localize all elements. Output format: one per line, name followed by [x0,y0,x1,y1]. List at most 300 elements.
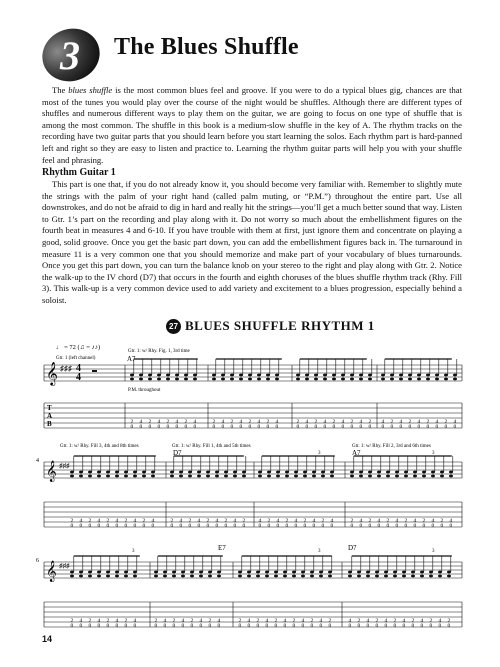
tab-number: 2 [224,518,228,524]
tab-number: 4 [294,518,298,524]
note-head [208,575,212,578]
tab-number: 4 [115,618,119,624]
note-head [366,571,370,574]
tab-number: 0 [79,623,83,629]
note-head [368,378,372,381]
note-head [242,471,246,474]
note-head [275,374,279,377]
note-head [224,471,228,474]
tab-number: 0 [411,623,415,629]
tab-number: 2 [390,419,394,425]
tab-number: 0 [224,523,228,529]
note-head [368,475,372,478]
tab-number: 0 [386,523,390,529]
tab-number: 4 [258,518,262,524]
note-head [390,378,394,381]
note-head [124,471,128,474]
tab-number: 2 [130,419,134,425]
tab-number: 0 [294,523,298,529]
tab-number: 2 [314,419,318,425]
note-head [435,378,439,381]
tab-number: 2 [292,618,296,624]
tab-number: 0 [148,424,152,430]
tab-number: 0 [368,424,372,430]
note-head [404,475,408,478]
tab-number: 0 [377,523,381,529]
note-head [190,571,194,574]
note-head [386,471,390,474]
note-head [197,471,201,474]
tab-number: 2 [184,419,188,425]
note-head [215,475,219,478]
time-signature-bottom: 4 [76,372,81,383]
tab-number: 0 [375,623,379,629]
tab-number: 0 [115,523,119,529]
note-head [384,575,388,578]
note-head [276,475,280,478]
tab-number: 0 [151,523,155,529]
note-head [413,475,417,478]
note-head [242,475,246,478]
note-head [79,571,83,574]
tab-number: 2 [170,518,174,524]
note-head [319,575,323,578]
tab-number: 0 [256,623,260,629]
chapter-number-badge [40,22,102,84]
tab-number: 0 [440,523,444,529]
note-head [359,378,363,381]
note-head [115,475,119,478]
chord-symbol-d7: D7 [348,544,357,552]
track-number-badge: 27 [166,319,181,334]
tab-number: 4 [377,518,381,524]
note-head [422,471,426,474]
tab-number: 4 [319,618,323,624]
example-title: BLUES SHUFFLE RHYTHM 1 [185,318,375,333]
tab-number: 2 [154,618,158,624]
note-head [190,575,194,578]
note-head [429,571,433,574]
note-head [230,374,234,377]
tab-letter-t: T [47,404,52,412]
tab-number: 0 [70,623,74,629]
note-head [130,374,134,377]
note-head [88,575,92,578]
note-head [79,475,83,478]
tab-number: 0 [163,623,167,629]
note-head [133,475,137,478]
note-head [265,575,269,578]
note-head [257,374,261,377]
tab-number: 4 [265,618,269,624]
note-head [368,374,372,377]
note-head [115,471,119,474]
note-head [285,471,289,474]
note-head [188,475,192,478]
triplet-marking: 3 [318,451,321,456]
tab-number: 0 [97,623,101,629]
tab-number: 0 [206,523,210,529]
tab-number: 0 [399,424,403,430]
tab-number: 4 [97,618,101,624]
tab-number: 0 [266,424,270,430]
palm-mute-label: P.M. throughout [128,388,161,393]
note-head [328,571,332,574]
tab-number: 4 [341,419,345,425]
note-head [106,475,110,478]
tab-number: 4 [348,618,352,624]
tab-number: 4 [402,618,406,624]
tab-number: 0 [453,424,457,430]
tab-number: 2 [70,518,74,524]
tab-number: 0 [172,623,176,629]
note-head [359,471,363,474]
note-head [395,475,399,478]
tab-number: 0 [247,623,251,629]
note-head [157,374,161,377]
note-head [440,471,444,474]
note-head [206,471,210,474]
note-head [184,374,188,377]
tab-number: 2 [350,419,354,425]
tab-number: 0 [106,623,110,629]
tab-number: 4 [215,518,219,524]
tab-number: 4 [276,518,280,524]
tab-number: 4 [305,419,309,425]
tab-number: 0 [328,623,332,629]
tab-number: 0 [157,424,161,430]
note-head [130,378,134,381]
triplet-marking: 3 [432,451,435,456]
tab-letter-b: B [47,420,52,428]
intro-paragraph: The blues shuffle is the most common blues feel and groove. If you were to do a typical blues gig, chances are that most of the tunes you would play over the course of the night would be shuffles. Although there are different types of shuffles and numerous different ways to play them on the guitar, we are going to focus on one type of shuffle that is among the most common. The shuffle in this book is a medium-slow shuffle in the key of A. The rhythm tracks on the recording have two guitar parts that you should learn before you start learning the solos. Each rhythm part is hard-panned left and right so they are easy to listen and practice to. Learning the rhythm guitar parts will help you with your shuffle feel and phrasing. [42,85,462,165]
tab-number: 4 [157,419,161,425]
tab-number: 2 [124,518,128,524]
note-head [314,374,318,377]
tab-number: 0 [408,424,412,430]
tab-number: 0 [190,623,194,629]
tab-number: 0 [420,623,424,629]
note-head [148,378,152,381]
tab-number: 2 [375,618,379,624]
key-signature-icon: ♯♯♯ [59,462,70,470]
note-head [413,471,417,474]
tab-number: 0 [197,523,201,529]
note-head [348,575,352,578]
note-head [257,378,261,381]
note-head [124,571,128,574]
note-head [402,575,406,578]
tab-number: 0 [170,523,174,529]
tab-number: 4 [239,419,243,425]
note-head [350,475,354,478]
tab-number: 0 [359,523,363,529]
tab-number: 2 [142,518,146,524]
tab-number: 0 [230,424,234,430]
note-head [184,378,188,381]
note-head [70,475,74,478]
tab-number: 4 [359,419,363,425]
note-head [124,575,128,578]
note-head [303,475,307,478]
note-head [197,475,201,478]
tab-number: 4 [366,618,370,624]
tab-number: 2 [188,518,192,524]
notation-system-3 [0,540,500,640]
tab-number: 0 [312,523,316,529]
note-head [420,575,424,578]
tab-number: 0 [422,523,426,529]
note-head [106,471,110,474]
tab-number: 0 [359,424,363,430]
note-head [88,475,92,478]
note-head [381,378,385,381]
note-head [208,571,212,574]
section-paragraph: This part is one that, if you do not already know it, you should become very familiar with. Remember to slightly mute the strings with the palm of your right hand (called palm muting, or “P.M.”) throughout the entire part. Use all downstrokes, and do not be afraid to dig in hard and really hit the strings—you’ll get a much better sound that way. Listen to Gtr. 1’s part on the recording and play along with it. Do not worry so much about the embellishment figures on the fourth beat in measures 4 and 6-10. If you have trouble with them at first, just ignore them and concentrate on playing a good, solid groove. Once you get the basic part down, you can add the embellishment figures back in. The turnaround in measure 11 is a very common one that you should memorize and make part of your vocabulary of blues turnarounds. Once you get this part down, you can turn the balance knob on your stereo to the right and play along with Gtr. 2. Notice the walk-up to the IV chord (D7) that occurs in the fourth and eighth choruses of the blues shuffle rhythm track (Rhy. Fill 3). This walk-up is a very common device used to add variety and excitement to a blues progression, especially behind a soloist. [42,179,462,305]
tab-number: 4 [381,419,385,425]
tab-number: 0 [238,623,242,629]
note-head [323,374,327,377]
triplet-marking: 3 [132,549,135,554]
note-head [248,374,252,377]
note-head [444,378,448,381]
note-head [330,471,334,474]
note-head [79,471,83,474]
note-head [395,471,399,474]
tab-number: 2 [208,618,212,624]
note-head [233,475,237,478]
tab-number: 2 [242,518,246,524]
tab-number: 4 [301,618,305,624]
tab-letter-a: A [47,412,53,420]
note-head [357,575,361,578]
note-head [275,378,279,381]
tab-number: 2 [411,618,415,624]
note-head [142,471,146,474]
note-head [97,571,101,574]
note-head [206,475,210,478]
note-head [310,575,314,578]
note-head [301,575,305,578]
note-head [411,575,415,578]
note-head [265,571,269,574]
note-head [422,475,426,478]
tab-number: 0 [217,623,221,629]
tab-number: 4 [359,518,363,524]
rhythm-figure-label: Gtr. 1: w/ Rhy. Fig. 1, 3rd time [128,349,190,354]
tab-number: 0 [332,424,336,430]
note-head [341,378,345,381]
tab-number: 2 [321,518,325,524]
tab-number: 4 [453,419,457,425]
tab-number: 4 [275,419,279,425]
note-head [350,374,354,377]
note-head [157,378,161,381]
tab-number: 0 [79,523,83,529]
note-head [151,475,155,478]
note-head [88,471,92,474]
note-head [238,575,242,578]
note-head [247,571,251,574]
note-head [166,374,170,377]
note-head [294,475,298,478]
note-head [312,475,316,478]
note-head [115,575,119,578]
tab-number: 2 [422,518,426,524]
note-head [438,575,442,578]
note-head [163,575,167,578]
tab-number: 2 [386,518,390,524]
note-head [139,374,143,377]
note-head [296,378,300,381]
tab-number: 4 [449,518,453,524]
tab-number: 4 [197,518,201,524]
note-head [420,571,424,574]
section-heading: Rhythm Guitar 1 [42,167,116,178]
note-head [221,374,225,377]
tab-number: 0 [133,523,137,529]
tab-number: 0 [426,424,430,430]
tab-number: 0 [154,623,158,629]
note-head [154,571,158,574]
tab-number: 0 [348,623,352,629]
note-head [384,571,388,574]
note-head [386,475,390,478]
tab-number: 0 [395,523,399,529]
tab-number: 4 [247,618,251,624]
note-head [321,475,325,478]
notes-measure-1 [130,359,457,430]
note-head [314,378,318,381]
note-head [426,378,430,381]
note-head [368,471,372,474]
chapter-title: The Blues Shuffle [114,34,299,60]
tab-number: 0 [431,523,435,529]
tab-number: 4 [139,419,143,425]
time-signature-top: 4 [76,363,81,374]
tab-number: 2 [256,618,260,624]
note-head [408,374,412,377]
note-head [175,374,179,377]
note-head [305,378,309,381]
note-head [170,475,174,478]
tab-number: 2 [190,618,194,624]
note-head [170,471,174,474]
tab-number: 0 [275,424,279,430]
tab-number: 4 [257,419,261,425]
tab-number: 0 [402,623,406,629]
note-head [148,374,152,377]
tempo-marking: ♩ = 72 (♫ = ♪♪) [56,344,101,351]
note-head [323,378,327,381]
note-head [274,575,278,578]
note-head [305,374,309,377]
tab-number: 0 [301,623,305,629]
note-head [181,575,185,578]
note-head [399,374,403,377]
treble-clef-icon: 𝄞 [46,561,57,581]
note-head [166,378,170,381]
rhythm-fill-3-label: Gtr. 1: w/ Rhy. Fill 3, 4th and 8th times [60,444,139,449]
note-head [175,378,179,381]
note-head [341,374,345,377]
tab-number: 2 [88,618,92,624]
tab-number: 0 [88,623,92,629]
chord-symbol-e7: E7 [218,544,226,552]
note-head [212,374,216,377]
tab-number: 4 [312,518,316,524]
tab-number: 2 [70,618,74,624]
note-head [239,374,243,377]
note-head [283,571,287,574]
note-head [375,571,379,574]
tab-number: 0 [350,424,354,430]
tab-number: 4 [163,618,167,624]
tab-number: 0 [303,523,307,529]
tab-number: 0 [233,523,237,529]
note-head [359,374,363,377]
notation-system-1 [0,335,500,435]
note-head [429,575,433,578]
tab-number: 2 [296,419,300,425]
note-head [411,571,415,574]
tab-number: 0 [139,424,143,430]
note-head [133,575,137,578]
note-head [212,378,216,381]
tab-number: 0 [208,623,212,629]
tab-number: 4 [181,618,185,624]
tab-number: 2 [206,518,210,524]
note-head [310,571,314,574]
tab-number: 2 [124,618,128,624]
tab-number: 0 [384,623,388,629]
notation-system-2 [0,440,500,540]
note-head [133,471,137,474]
measure-number-6: 6 [36,558,39,564]
tab-number: 4 [330,518,334,524]
example-banner [166,318,375,334]
tab-number: 0 [447,623,451,629]
chapter-number: 3 [60,33,80,78]
notes-system-3 [70,556,452,629]
note-head [377,475,381,478]
note-head [366,575,370,578]
tab-number: 4 [199,618,203,624]
note-head [258,475,262,478]
note-head [292,571,296,574]
note-head [230,378,234,381]
tab-number: 0 [184,424,188,430]
tab-number: 2 [429,618,433,624]
tab-number: 0 [404,523,408,529]
tab-number: 2 [212,419,216,425]
note-head [238,571,242,574]
note-head [179,475,183,478]
note-head [301,571,305,574]
note-head [350,378,354,381]
note-head [70,575,74,578]
note-head [199,575,203,578]
tab-number: 0 [381,424,385,430]
note-head [283,575,287,578]
tab-number: 0 [393,623,397,629]
tab-number: 0 [283,623,287,629]
tab-number: 2 [328,618,332,624]
note-head [408,378,412,381]
tab-number: 4 [399,419,403,425]
tab-number: 2 [447,618,451,624]
tab-number: 2 [368,419,372,425]
